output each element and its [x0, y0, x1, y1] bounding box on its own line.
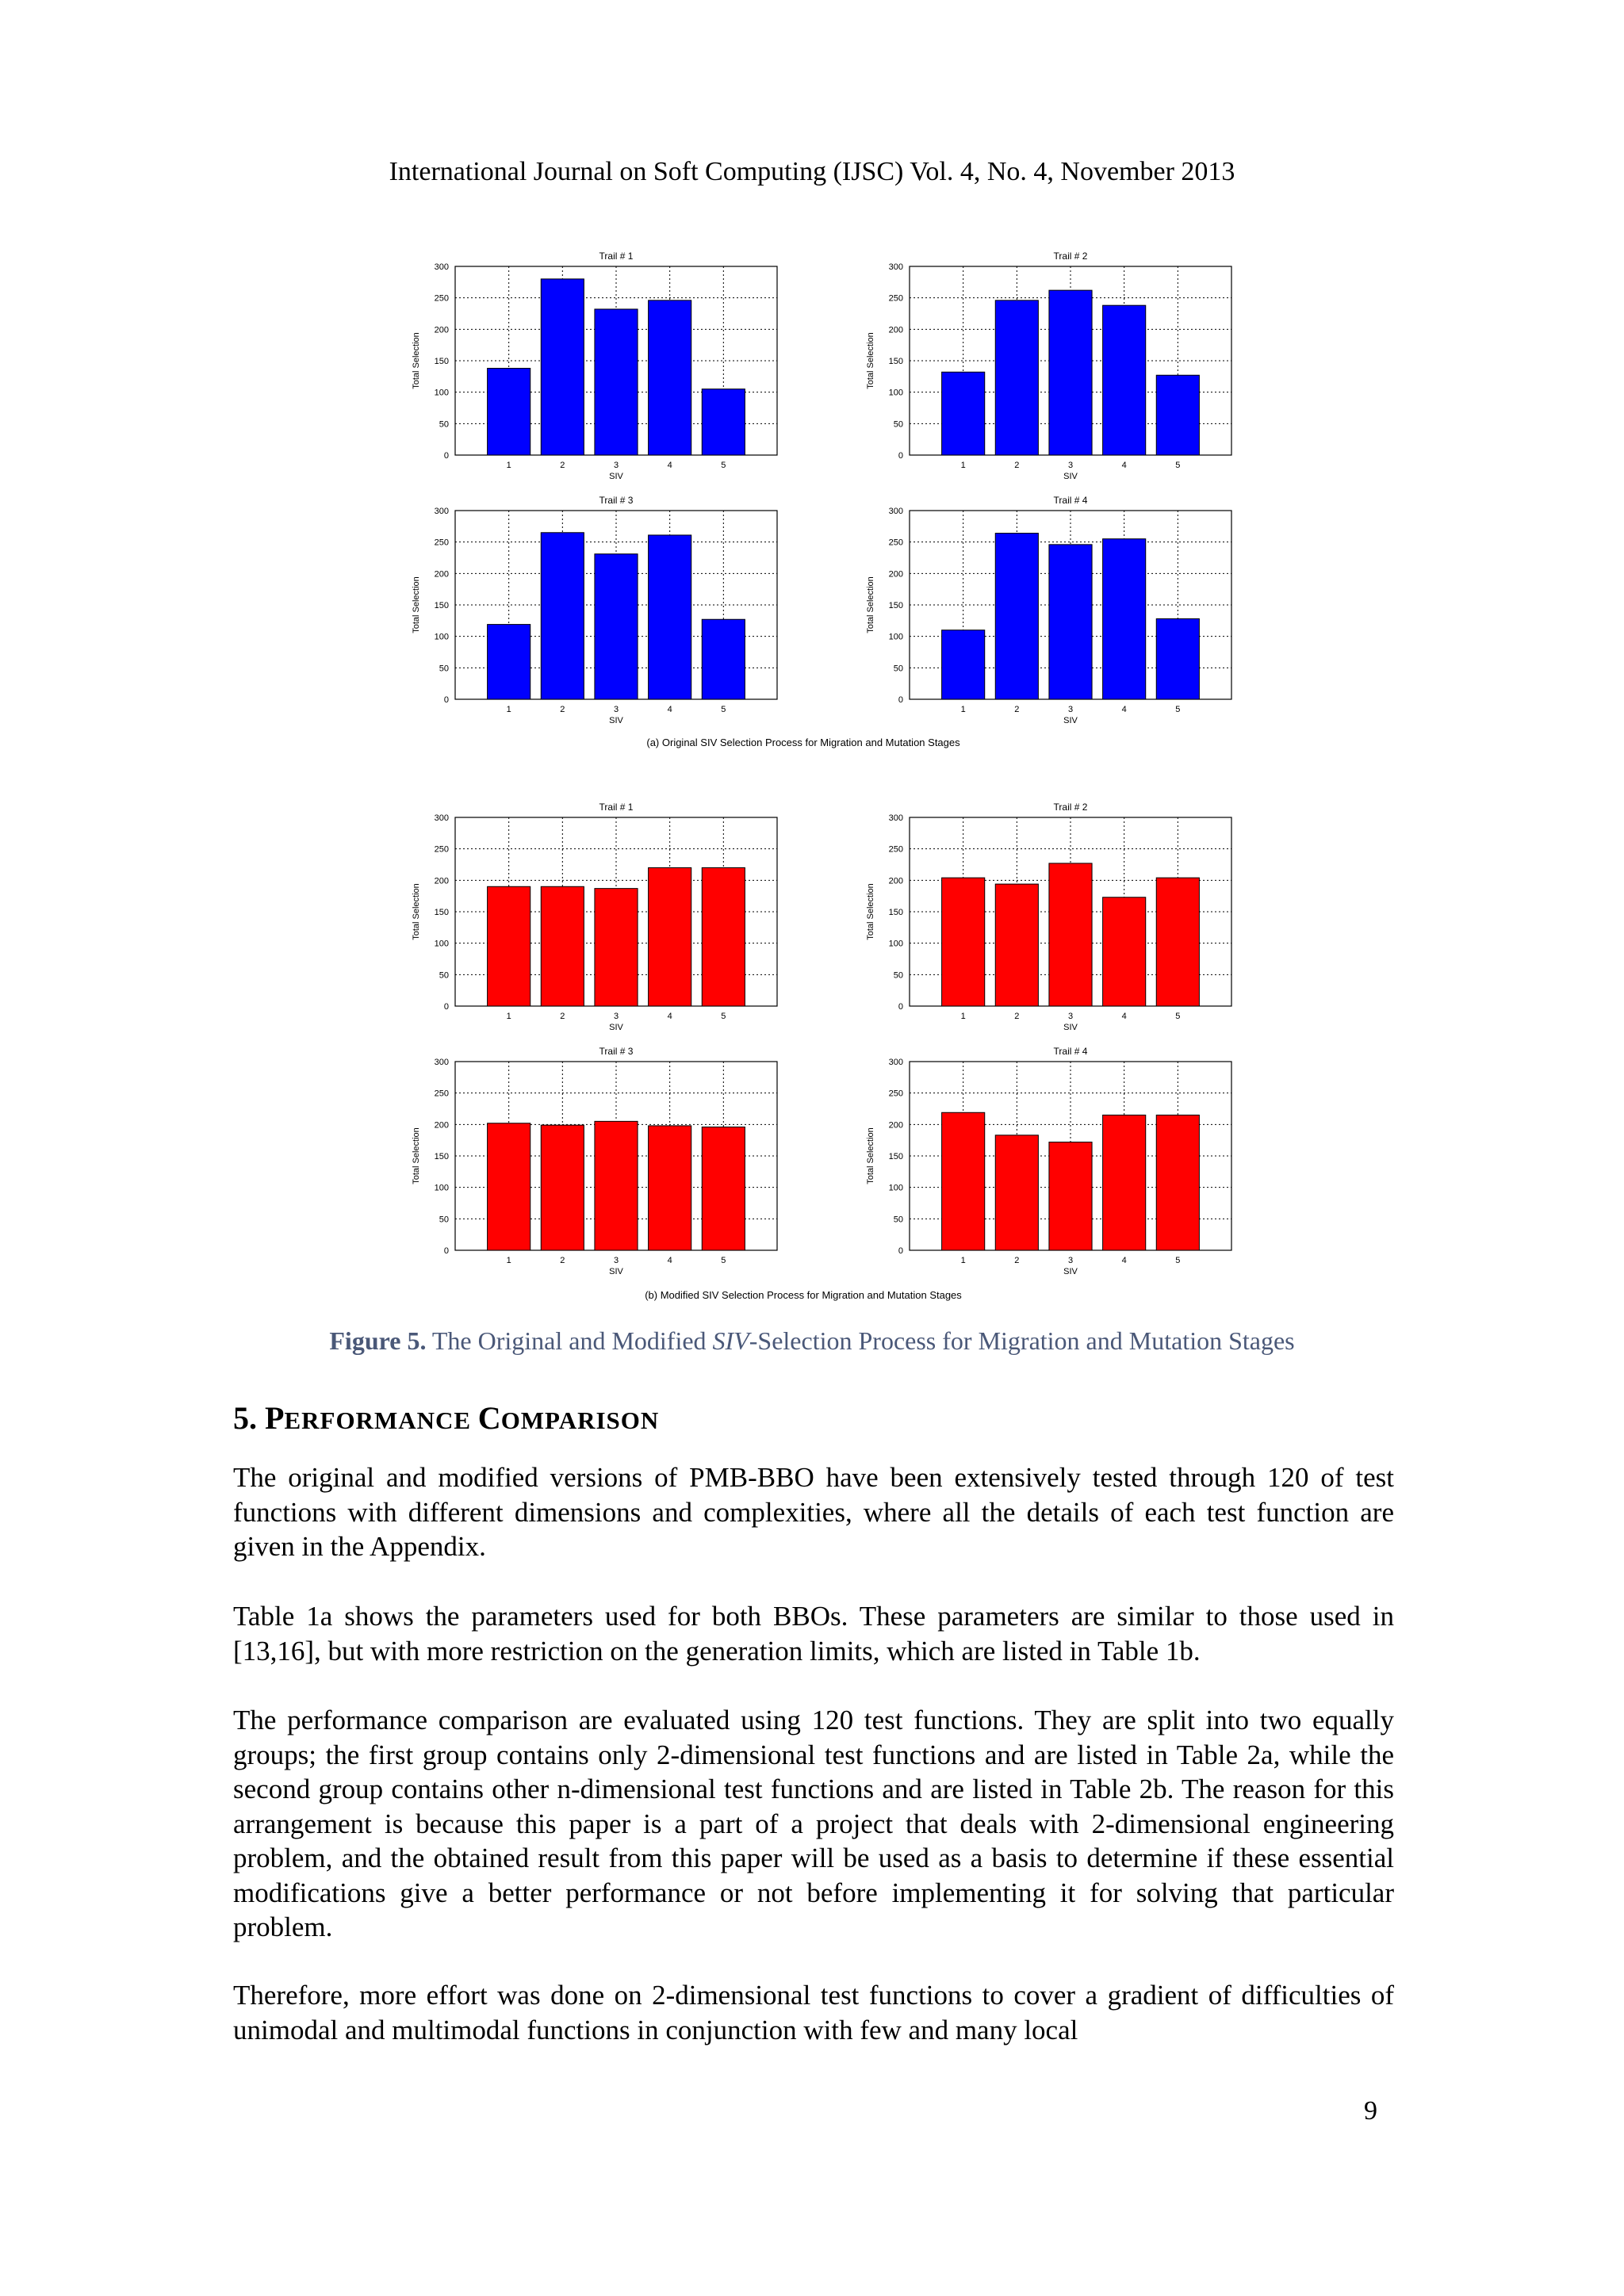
y-axis-label: Total Selection: [866, 332, 875, 389]
y-tick-label: 150: [434, 1152, 449, 1161]
x-tick-label: 4: [1121, 1256, 1127, 1265]
section-number: 5.: [233, 1400, 265, 1436]
paragraph-1: The original and modified versions of PMB-BBO have been extensively tested through 120 of test functions with different dimensions and complexities, where all the details of each test function are given in the Appendix.: [233, 1462, 1394, 1562]
caption-label: Figure 5.: [329, 1326, 427, 1355]
y-tick-label: 150: [888, 908, 903, 917]
y-axis-label: Total Selection: [412, 883, 421, 940]
bar: [1156, 618, 1199, 699]
y-tick-label: 200: [434, 1120, 449, 1131]
x-tick-label: 5: [1175, 705, 1181, 714]
chart-b-1: [412, 802, 777, 1032]
x-tick-label: 3: [1067, 1012, 1074, 1021]
y-axis-label: Total Selection: [412, 576, 421, 633]
y-tick-label: 100: [434, 388, 449, 398]
subcaption-b: (b) Modified SIV Selection Process for Migration and Mutation Stages: [645, 1289, 962, 1301]
y-tick-label: 300: [888, 1058, 903, 1067]
y-tick-label: 300: [888, 813, 903, 823]
y-tick-label: 100: [434, 939, 449, 949]
y-tick-label: 150: [888, 1152, 903, 1161]
y-tick-label: 50: [893, 664, 903, 674]
y-tick-label: 250: [434, 1089, 449, 1099]
y-tick-label: 250: [434, 844, 449, 855]
y-tick-label: 300: [434, 813, 449, 823]
y-tick-label: 200: [888, 1120, 903, 1131]
x-tick-label: 2: [560, 1256, 565, 1265]
y-tick-label: 0: [898, 451, 903, 461]
x-axis-label: SIV: [609, 1023, 623, 1032]
y-tick-label: 250: [434, 293, 449, 304]
y-axis-label: Total Selection: [412, 332, 421, 389]
x-tick-label: 5: [721, 1256, 726, 1265]
section-word2-rest: OMPARISON: [500, 1406, 660, 1434]
x-tick-label: 1: [960, 705, 966, 714]
bar: [1103, 539, 1146, 699]
y-tick-label: 100: [434, 632, 449, 642]
chart-b-4: [866, 1046, 1231, 1276]
y-tick-label: 50: [893, 1215, 903, 1225]
bar: [702, 1127, 745, 1250]
bar: [595, 889, 638, 1006]
y-tick-label: 200: [434, 569, 449, 580]
x-tick-label: 5: [1175, 1256, 1181, 1265]
chart-title: Trail # 3: [599, 1046, 634, 1057]
y-tick-label: 100: [888, 632, 903, 642]
x-tick-label: 2: [1014, 1256, 1020, 1265]
chart-a-1: [412, 251, 777, 481]
bar: [541, 1125, 584, 1250]
bar: [649, 535, 691, 699]
bar: [1049, 545, 1092, 699]
bar: [649, 1126, 691, 1250]
chart-title: Trail # 2: [1053, 802, 1088, 813]
bar: [942, 630, 985, 699]
section-word1-rest: ERFORMANCE: [284, 1406, 478, 1434]
y-tick-label: 0: [898, 1246, 903, 1256]
section-word1-initial: P: [265, 1400, 285, 1436]
y-tick-label: 300: [434, 1058, 449, 1067]
x-axis-label: SIV: [1063, 472, 1078, 481]
bar: [1156, 878, 1199, 1006]
x-tick-label: 4: [1121, 461, 1127, 470]
x-tick-label: 4: [1121, 705, 1127, 714]
chart-title: Trail # 1: [599, 802, 634, 813]
x-tick-label: 3: [613, 1256, 619, 1265]
y-axis-label: Total Selection: [866, 883, 875, 940]
x-tick-label: 3: [613, 705, 619, 714]
x-axis-label: SIV: [1063, 716, 1078, 725]
bar: [595, 1121, 638, 1250]
y-tick-label: 300: [434, 507, 449, 516]
x-tick-label: 4: [667, 705, 672, 714]
section-word2-initial: C: [477, 1400, 501, 1436]
chart-title: Trail # 4: [1053, 495, 1088, 506]
y-tick-label: 150: [434, 601, 449, 610]
caption-italic: SIV: [712, 1326, 749, 1355]
x-tick-label: 2: [560, 705, 565, 714]
x-tick-label: 2: [1014, 1012, 1020, 1021]
y-axis-label: Total Selection: [866, 576, 875, 633]
paragraph-3: The performance comparison are evaluated using 120 test functions. They are split into two equally groups; the first group contains only 2-dimensional test functions and are listed in Table 2a, while the second group contains other n-dimensional test functions and are listed in Table 2b. The reason for this arrangement is because this paper is a part of a project that deals with 2-dimensional engineering problem, and the obtained result from this paper will be used as a basis to determine if these essential modifications give a better performance or not before implementing it for solving that particular problem.: [233, 1705, 1394, 1942]
y-tick-label: 150: [434, 908, 449, 917]
paragraph-2: Table 1a shows the parameters used for both BBOs. These parameters are similar to those used in [13,16], but with more restriction on the generation limits, which are listed in Table 1b.: [233, 1601, 1394, 1667]
y-tick-label: 300: [888, 262, 903, 272]
chart-a-3: [412, 495, 777, 725]
bar: [541, 533, 584, 699]
x-tick-label: 2: [560, 461, 565, 470]
bar: [649, 867, 691, 1006]
x-tick-label: 5: [721, 461, 726, 470]
x-axis-label: SIV: [609, 472, 623, 481]
bar: [541, 886, 584, 1006]
bar: [595, 309, 638, 455]
y-tick-label: 0: [443, 695, 449, 705]
chart-title: Trail # 1: [599, 251, 634, 262]
caption-text-before: The Original and Modified: [426, 1326, 713, 1355]
y-tick-label: 150: [888, 601, 903, 610]
x-axis-label: SIV: [609, 716, 623, 725]
bar: [488, 369, 530, 455]
bar: [1103, 897, 1146, 1006]
bar: [488, 625, 530, 699]
x-tick-label: 3: [1067, 1256, 1074, 1265]
chart-title: Trail # 4: [1053, 1046, 1088, 1057]
x-tick-label: 1: [506, 1256, 511, 1265]
y-tick-label: 50: [439, 419, 449, 430]
x-tick-label: 2: [560, 1012, 565, 1021]
x-tick-label: 1: [506, 1012, 511, 1021]
bar: [488, 886, 530, 1006]
chart-a-2: [866, 251, 1231, 481]
bar: [995, 1135, 1038, 1250]
bar: [1156, 1115, 1199, 1250]
y-tick-label: 300: [434, 262, 449, 272]
x-axis-label: SIV: [1063, 1267, 1078, 1276]
bar: [1156, 375, 1199, 455]
y-tick-label: 0: [443, 1002, 449, 1012]
bar: [942, 878, 985, 1006]
x-tick-label: 4: [667, 1256, 672, 1265]
y-tick-label: 200: [888, 569, 903, 580]
y-tick-label: 150: [434, 357, 449, 366]
paragraph-4: Therefore, more effort was done on 2-dimensional test functions to cover a gradient of difficulties of unimodal and multimodal functions in conjunction with few and many local: [233, 1980, 1394, 2045]
bar: [702, 867, 745, 1006]
y-tick-label: 200: [434, 325, 449, 335]
x-tick-label: 5: [721, 705, 726, 714]
x-tick-label: 1: [960, 1256, 966, 1265]
x-tick-label: 1: [960, 461, 966, 470]
y-tick-label: 150: [888, 357, 903, 366]
chart-a-4: [866, 495, 1231, 725]
bar: [702, 389, 745, 455]
chart-b-3: [412, 1046, 777, 1276]
y-tick-label: 50: [439, 970, 449, 981]
chart-title: Trail # 3: [599, 495, 634, 506]
bar: [995, 884, 1038, 1006]
bar: [995, 300, 1038, 455]
y-tick-label: 250: [434, 538, 449, 548]
y-tick-label: 250: [888, 293, 903, 304]
x-tick-label: 4: [667, 1012, 672, 1021]
x-axis-label: SIV: [609, 1267, 623, 1276]
y-tick-label: 100: [888, 388, 903, 398]
x-tick-label: 1: [506, 705, 511, 714]
chart-b-2: [866, 802, 1231, 1032]
x-tick-label: 3: [613, 1012, 619, 1021]
bar: [1049, 1142, 1092, 1250]
chart-title: Trail # 2: [1053, 251, 1088, 262]
y-tick-label: 100: [888, 939, 903, 949]
bar: [541, 279, 584, 455]
x-tick-label: 5: [721, 1012, 726, 1021]
x-axis-label: SIV: [1063, 1023, 1078, 1032]
x-tick-label: 3: [1067, 461, 1074, 470]
y-axis-label: Total Selection: [412, 1127, 421, 1184]
page-number: 9: [1364, 2096, 1377, 2126]
x-tick-label: 2: [1014, 461, 1020, 470]
bar: [702, 619, 745, 699]
figure-caption: [0, 1326, 1624, 1356]
bar: [1049, 290, 1092, 455]
y-tick-label: 50: [439, 664, 449, 674]
y-tick-label: 0: [443, 451, 449, 461]
y-tick-label: 300: [888, 507, 903, 516]
y-tick-label: 50: [893, 970, 903, 981]
caption-text-after: -Selection Process for Migration and Mutation Stages: [749, 1326, 1295, 1355]
x-tick-label: 1: [960, 1012, 966, 1021]
x-tick-label: 5: [1175, 1012, 1181, 1021]
bar: [1049, 863, 1092, 1006]
y-tick-label: 0: [898, 695, 903, 705]
y-tick-label: 200: [888, 325, 903, 335]
bar: [595, 554, 638, 699]
y-tick-label: 50: [893, 419, 903, 430]
running-header: International Journal on Soft Computing (IJSC) Vol. 4, No. 4, November 2013: [389, 157, 1235, 186]
y-tick-label: 250: [888, 538, 903, 548]
subcaption-a: (a) Original SIV Selection Process for Migration and Mutation Stages: [646, 737, 960, 748]
bar: [942, 1112, 985, 1250]
y-axis-label: Total Selection: [866, 1127, 875, 1184]
y-tick-label: 100: [434, 1183, 449, 1193]
y-tick-label: 0: [898, 1002, 903, 1012]
x-tick-label: 1: [506, 461, 511, 470]
y-tick-label: 0: [443, 1246, 449, 1256]
y-tick-label: 250: [888, 844, 903, 855]
x-tick-label: 4: [1121, 1012, 1127, 1021]
bar-charts-grid: [412, 251, 1231, 1276]
y-tick-label: 100: [888, 1183, 903, 1193]
y-tick-label: 200: [434, 876, 449, 886]
bar: [1103, 305, 1146, 455]
bar: [995, 534, 1038, 699]
x-tick-label: 5: [1175, 461, 1181, 470]
y-tick-label: 250: [888, 1089, 903, 1099]
section-heading: [233, 1399, 659, 1437]
bar: [488, 1123, 530, 1250]
x-tick-label: 3: [1067, 705, 1074, 714]
x-tick-label: 2: [1014, 705, 1020, 714]
bar: [942, 372, 985, 455]
y-tick-label: 200: [888, 876, 903, 886]
y-tick-label: 50: [439, 1215, 449, 1225]
bar: [649, 300, 691, 455]
x-tick-label: 3: [613, 461, 619, 470]
x-tick-label: 4: [667, 461, 672, 470]
bar: [1103, 1115, 1146, 1250]
